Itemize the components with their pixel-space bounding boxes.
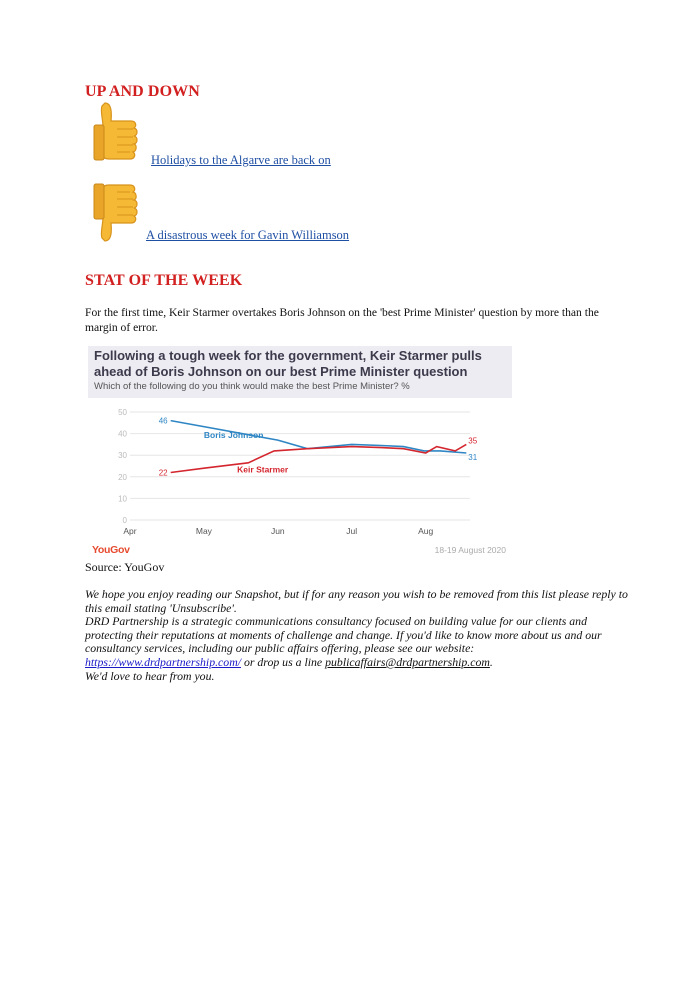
email-link[interactable]: publicaffairs@drdpartnership.com xyxy=(325,654,490,669)
drd-description xyxy=(85,615,630,669)
thumbs-up-icon xyxy=(93,101,139,168)
x-tick-label: Jul xyxy=(346,526,358,536)
footer-note xyxy=(85,588,630,683)
closing-line: We'd love to hear from you. xyxy=(85,668,215,683)
x-tick-label: Jun xyxy=(270,526,285,536)
drop-line-text: or drop us a line xyxy=(241,654,326,669)
series-name-label: Keir Starmer xyxy=(237,464,289,475)
end-value-label: 31 xyxy=(468,453,478,463)
y-tick-label: 30 xyxy=(118,451,127,461)
chart-title: Following a tough week for the government, Keir Starmer pulls ahead of Boris Johnson on our best Prime Minister question xyxy=(94,348,482,379)
y-tick-label: 10 xyxy=(118,494,127,504)
thumbs-down-icon xyxy=(93,181,139,248)
start-value-label: 46 xyxy=(158,416,168,426)
x-tick-label: Aug xyxy=(418,526,434,536)
unsubscribe-note: We hope you enjoy reading our Snapshot, but if for any reason you wish to be removed from this list please reply to this email stating 'Unsubscribe'. xyxy=(85,587,628,615)
series-line-starmer xyxy=(171,444,467,475)
y-tick-label: 0 xyxy=(122,516,127,525)
stat-of-the-week-heading: STAT OF THE WEEK xyxy=(85,272,243,289)
chart-subtitle: Which of the following do you think would make the best Prime Minister? % xyxy=(94,381,410,392)
stat-intro-text: For the first time, Keir Starmer overtakes Boris Johnson on the 'best Prime Minister' question by more than the margin of error. xyxy=(85,306,599,334)
end-value-label: 35 xyxy=(468,436,478,446)
best-pm-chart xyxy=(88,346,512,560)
x-tick-label: Apr xyxy=(123,526,137,536)
y-tick-label: 20 xyxy=(118,472,127,482)
yougov-logo: YouGov xyxy=(92,544,130,556)
y-tick-label: 40 xyxy=(118,429,127,439)
y-tick-label: 50 xyxy=(118,408,127,417)
x-tick-label: May xyxy=(195,526,212,536)
website-link[interactable]: https://www.drdpartnership.com/ xyxy=(85,654,241,669)
gavin-williamson-link[interactable]: A disastrous week for Gavin Williamson xyxy=(146,228,350,242)
chart-title-box xyxy=(88,346,512,398)
chart-plot xyxy=(88,398,512,544)
period: . xyxy=(489,654,493,669)
chart-date: 18-19 August 2020 xyxy=(434,545,506,555)
source-text: Source: YouGov xyxy=(85,560,165,574)
up-and-down-heading: UP AND DOWN xyxy=(85,83,200,100)
start-value-label: 22 xyxy=(158,468,168,478)
drd-description-text: DRD Partnership is a strategic communications consultancy focused on building value for our clients and protecting their reputations at moments of challenge and change. If you'd like to know more about us and our consultancy services, including our public affairs offering, please see our website: xyxy=(85,614,602,656)
series-name-label: Boris Johnson xyxy=(203,429,264,440)
holidays-algarve-link[interactable]: Holidays to the Algarve are back on xyxy=(151,153,331,167)
